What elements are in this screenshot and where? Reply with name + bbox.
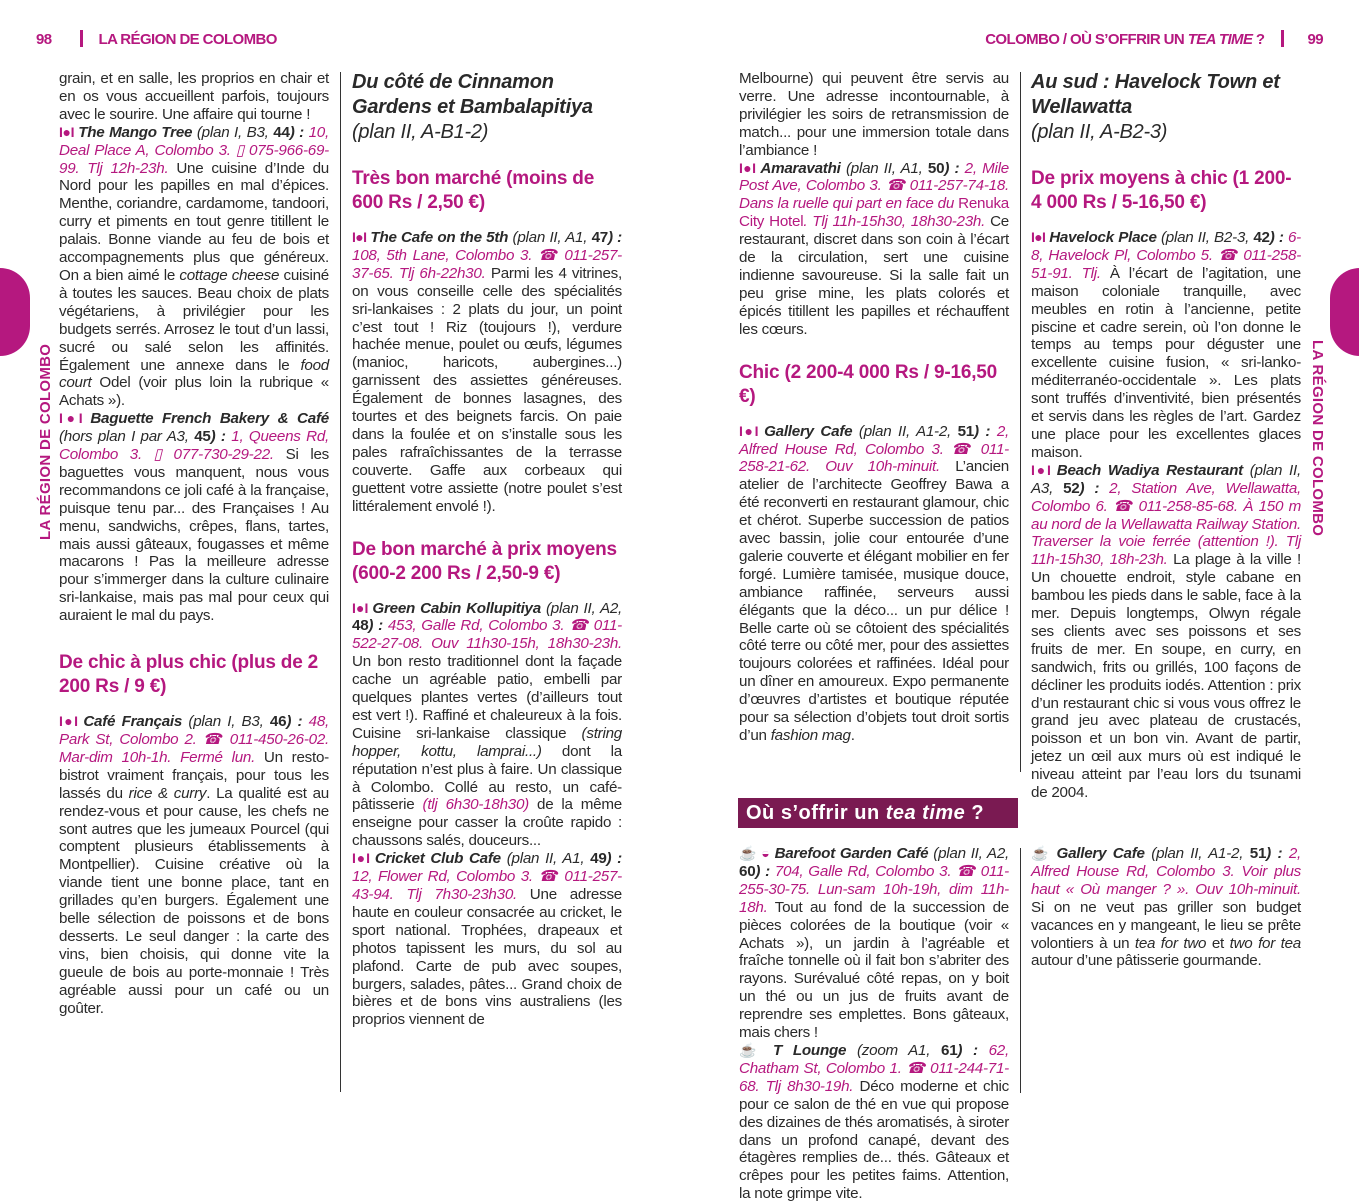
header-divider [1281,30,1284,47]
right-side-label: LA RÉGION DE COLOMBO [1309,340,1326,537]
price-heading: De bon marché à prix moyens (600-2 200 Rs / 2,50-9 €) [352,538,617,584]
listing-address: 108, 5th Lane, Colombo 3. ☎ 011-257-37-65. Tlj 6h-22h30. [352,246,622,282]
price-heading: De chic à plus chic (plus de 2 200 Rs / 9 €) [59,652,319,698]
listing-address: 1, Queens Rd, Colombo 3. ▯ 077-730-29-22. [59,428,329,464]
tea-column-right [1031,845,1301,970]
intro-text: grain, et en salle, les proprios en chair et en os vous accueillent parfois, toujours avec le sourire. Une affaire qui tourne ! [59,70,329,123]
listing-cafe-francais: I●I Café Français (plan I, B3, 46) : 48, Park St, Colombo 2. ☎ 011-450-26-02. Mar-dim 10h-1h. Fermé lun. Un resto-bistrot vraiment français, pour tous les lassés du rice & curry. La qualité est au rendez-vous et pour cause, les chefs ne sont autres que les jumeaux Pourcel (qui comptent plusieurs établissements à Montpellier). Cuisine créative où la viande tient une bonne place, tant en grillades qu’en burgers. Également une belle sélection de poissons et de bons desserts. Le seul danger : la carte des vins, bien choisis, qui donne vite la gueule de bois au porte-monnaie ! Très agréable aussi pour un café ou un goûter. [59,713,329,1017]
left-running-header [36,30,277,48]
area-subtitle: (plan II, A-B2-3) [1031,121,1168,143]
listing-address: 2, Alfred House Rd, Colombo 3. Voir plus haut « Où manger ? ». Ouv 10h-minuit. [1031,845,1301,898]
left-side-label: LA RÉGION DE COLOMBO [37,343,54,540]
right-header-title: COLOMBO / OÙ S’OFFRIR UN TEA TIME ? [985,31,1265,48]
listing-address: 12, Flower Rd, Colombo 3. ☎ 011-257-43-94. Tlj 7h30-23h30. [352,868,622,903]
tea-cup-icon: ☕ [1031,845,1050,861]
listing-t-lounge: ☕ T Lounge (zoom A1, 61) : 62, Chatham St, Colombo 1. ☎ 011-244-71-68. Tlj 8h30-19h. Déco moderne et chic pour ce salon de thé en vue qui propose des dizaines de thés aromatisés, à siroter dans un profond canapé, devant des étagères remplies de... thés. Gâteaux et crêpes pour les petites faims. Attention, la note grimpe vite. [739,1041,1010,1203]
restaurant-icon: I●I [1031,461,1050,478]
listing-address: 6-8, Havelock Pl, Colombo 5. ☎ 011-258-51-91. Tlj. [1031,229,1301,282]
restaurant-icon: I●I [59,410,82,427]
listing-address: 453, Galle Rd, Colombo 3. ☎ 011-522-27-08. Ouv 11h30-15h, 18h30-23h. [352,617,622,653]
listing-mango-tree: I●I The Mango Tree (plan I, B3, 44) : 10, Deal Place A, Colombo 3. ▯ 075-966-69-99. Tlj 12h-23h. Une cuisine d’Inde du Nord pour les papilles en mal d’épices. Menthe, coriandre, cardamome, tandoori, curry et piments en tout genre titillent le palais. Bonne viande au feu de bois et accompagnements plus que généreux. On a bien aimé le cottage cheese cuisiné à toutes les sauces. Beau choix de plats végétariens, à privilégier pour les budgets serrés. Arrosez le tout d’un lassi, sucré ou salé selon les affinités. Également une annexe dans le food court Odel (voir plus loin la rubrique « Achats »). [59,123,329,410]
shopping-basket-icon: ◒ [761,845,770,861]
tea-time-banner: Où s’offrir un tea time ? [738,798,1018,828]
right-thumb-tab [1330,268,1359,356]
restaurant-icon: I●I [739,159,755,176]
right-page-number: 99 [1307,31,1323,48]
listing-beach-wadiya: I●I Beach Wadiya Restaurant (plan II, A3, 52) : 2, Station Ave, Wellawatta, Colombo 6. ☎ 011-258-85-68. À 150 m au nord de la Wellawatta Railway Station. Traverser la voie ferrée (attention !). Tlj 11h-15h30, 18h-23h. La plage à la ville ! Un chouette endroit, style cabane en bambou les pieds dans le sable, face à la mer. Depuis longtemps, Olwyn régale ses clients avec ses poissons et ses fruits de mer. En soupe, en curry, en sandwich, frits ou grillés, 100 façons de décliner les produits iodés. Attention : prix d’un restaurant chic si vous vous offrez le grand jeu avec plateau de crustacés, poisson et un bon vin. Avant de partir, jetez un œil aux murs où est indiqué le niveau atteint par l’eau lors du tsunami de 2004. [1031,461,1301,802]
column-3 [739,70,1009,745]
listing-address: 2, Mile Post Ave, Colombo 3. ☎ 011-257-74-18. Dans la ruelle qui part en face du [739,159,1009,213]
listing-baguette: I●I Baguette French Bakery & Café (hors plan I par A3, 45) : 1, Queens Rd, Colombo 3. ▯ 077-730-29-22. Si les baguettes vous manquent, nous vous recommandons ce joli café à la française, puisque tenu par... des Françaises ! Au menu, sandwichs, crêpes, flans, tartes, mais aussi gâteaux, fougasses et même macarons ! Pas la meilleure adresse pour s’immerger dans la culture culinaire sri-lankaise, mais pas mal pour ceux qui auraient le mal du pays. [59,410,329,625]
listing-address: 2, Alfred House Rd, Colombo 3. ☎ 011-258-21-62. Ouv 10h-minuit. [739,422,1009,476]
tea-cup-icon: ☕ [739,1041,763,1058]
price-heading: Très bon marché (moins de 600 Rs / 2,50 €) [352,168,595,213]
listing-address: 704, Galle Rd, Colombo 3. ☎ 011-255-30-75. Lun-sam 10h-19h, dim 11h-18h. [739,862,1009,916]
listing-barefoot: ☕ ◒ Barefoot Garden Café (plan II, A2, 60) : 704, Galle Rd, Colombo 3. ☎ 011-255-30-75. Lun-sam 10h-19h, dim 11h-18h. Tout au fond de la succession de pièces colorées de la boutique (voir « Achats »), un jardin à l’agréable et fraîche tonnelle où il fait bon s’abriter des rayons. Surévalué côté repas, on y boit un thé ou un jus de fruits avant de reprendre ses emplettes. Bons gâteaux, mais chers ! [739,845,1009,1042]
header-divider [80,30,83,47]
listing-address: 62, Chatham St, Colombo 1. ☎ 011-244-71-68. Tlj 8h30-19h. [739,1041,1009,1095]
restaurant-icon: I●I [59,713,77,730]
restaurant-icon: I●I [59,123,74,140]
intro-text: Melbourne) qui peuvent être servis au verre. Une adresse incontournable, à privilégier les soirs de retransmission de match... pour une immersion totale dans l’ambiance ! [739,70,1009,159]
column-4 [1031,70,1301,802]
restaurant-icon: I●I [1031,229,1045,245]
column-divider [1020,848,1021,1093]
listing-address: 2, Station Ave, Wellawatta, Colombo 6. ☎ 011-258-85-68. À 150 m au nord de la Wellawatta Railway Station. Traverser la voie ferrée (attention !). Tlj 11h-15h30, 18h-23h. [1031,479,1301,569]
column-2 [352,70,622,1029]
column-divider [340,72,341,1092]
restaurant-icon: I●I [352,229,367,245]
listing-havelock-place: I●I Havelock Place (plan II, B2-3, 42) : 6-8, Havelock Pl, Colombo 5. ☎ 011-258-51-91. Tlj. À l’écart de l’agitation, une maison coloniale tranquille, avec meubles en rotin à l’ancienne, petite piscine et cadre serein, où l’on donne le temps au temps pour déguster une excellente cuisine fusion, « sri-lanko-méditerranéo-occidentale ». Les plats sont truffés d’inventivité, bien présentés et servis dans les règles de l’art. Gardez une place pour les excellentes glaces maison. [1031,229,1301,461]
left-thumb-tab [0,268,30,356]
price-heading: Chic (2 200-4 000 Rs / 9-16,50 €) [739,361,998,407]
listing-gallery-cafe: I●I Gallery Cafe (plan II, A1-2, 51) : 2, Alfred House Rd, Colombo 3. ☎ 011-258-21-62. Ouv 10h-minuit. L’ancien atelier de l’architecte Geoffrey Bawa a été reconverti en restaurant glamour, chic et chérot. Superbe succession de patios avec bassin, jolie cour entourée d’une galerie couverte et élégant mobilier en fer forgé. Lumière tamisée, musique douce, ambiance raffinée, serveurs aussi élégants que la déco... un pur délice ! Belle carte où se côtoient des spécialités côté terre ou côté mer, pour des assiettes toujours colorées et raffinées. Idéal pour un dîner en amoureux. Expo permanente d’œuvres d’artistes et boutique réputée pour sa sélection d’objets tout droit sortis d’un fashion mag. [739,422,1009,744]
listing-green-cabin: I●I Green Cabin Kollupitiya (plan II, A2, 48) : 453, Galle Rd, Colombo 3. ☎ 011-522-27-08. Ouv 11h30-15h, 18h30-23h. Un bon resto traditionnel dont la façade cache un agréable patio, embelli par quelques plantes vertes (d’ailleurs tout est vert !). Raffiné et chaleureux à la fois. Cuisine sri-lankaise classique (string hopper, kottu, lamprai...) dont la réputation n’est plus à faire. Un classique à Colombo. Collé au resto, un café-pâtisserie (tlj 6h30-18h30) de la même enseigne pour casser la croûte rapido : chaussons salés, douceurs... [352,599,622,850]
listing-address: 48, Park St, Colombo 2. ☎ 011-450-26-02. Mar-dim 10h-1h. Fermé lun. [59,713,329,766]
listing-cricket-club: I●I Cricket Club Cafe (plan II, A1, 49) : 12, Flower Rd, Colombo 3. ☎ 011-257-43-94. Tlj 7h30-23h30. Une adresse haute en couleur consacrée au cricket, le sport national. Trophées, drapeaux et photos tapissent les murs, du sol au plafond. Carte de pub avec soupes, burgers, salades, pâtes... Grand choix de bières et de bons vins australiens (les proprios viennent de [352,850,622,1029]
price-heading: De prix moyens à chic (1 200-4 000 Rs / 5-16,50 €) [1031,168,1292,213]
restaurant-icon: I●I [352,599,368,616]
listing-gallery-cafe-tea: ☕ Gallery Cafe (plan II, A1-2, 51) : 2, Alfred House Rd, Colombo 3. Voir plus haut « Où manger ? ». Ouv 10h-minuit. Si on ne veut pas griller son budget vacances en y mangeant, le lieu se prête volontiers à un tea for two et two for tea autour d’une pâtisserie gourmande. [1031,845,1302,970]
column-divider [1020,72,1021,772]
restaurant-icon: I●I [739,422,758,439]
tea-column-left [739,845,1009,1203]
right-running-header [985,30,1323,48]
listing-amaravathi: I●I Amaravathi (plan II, A1, 50) : 2, Mile Post Ave, Colombo 3. ☎ 011-257-74-18. Dans la ruelle qui part en face du Renuka City Hotel. Tlj 11h-15h30, 18h30-23h. Ce restaurant, discret dans son coin à l’écart de la circulation, sert une cuisine indienne savoureuse. Si la salle fait un peu grise mine, les plats colorés et épicés titillent les papilles et réchauffent les cœurs. [739,159,1009,338]
restaurant-icon: I●I [352,850,369,867]
left-header-title: LA RÉGION DE COLOMBO [98,31,277,48]
left-page-number: 98 [36,31,52,48]
area-title: Au sud : Havelock Town et Wellawatta [1031,71,1280,118]
area-subtitle: (plan II, A-B1-2) [352,121,489,143]
column-1 [59,70,329,1018]
area-title: Du côté de Cinnamon Gardens et Bambalapitiya [352,71,593,118]
listing-cafe-on-the-5th: I●I The Cafe on the 5th (plan II, A1, 47) : 108, 5th Lane, Colombo 3. ☎ 011-257-37-65. Tlj 6h-22h30. Parmi les 4 vitrines, on vous conseille celle des spécialités sri-lankaises : 2 plats du jour, un point c’est tout ! Riz (toujours !), verdure hachée menue, poulet ou œufs, légumes (manioc, haricots, aubergines...) garnissent des assiettes généreuses. Également de bonnes lasagnes, des tourtes et des beignets farcis. On paie dans la foulée et on s’installe sous les pales rafraîchissantes de la terrasse couverte. Gaffe aux corbeaux qui guettent votre assiette (notre poulet s’est littéralement envolé !). [352,229,622,515]
listing-address: 10, Deal Place A, Colombo 3. ▯ 075-966-69-99. Tlj 12h-23h. [59,123,329,177]
tea-cup-icon: ☕ [739,845,757,861]
